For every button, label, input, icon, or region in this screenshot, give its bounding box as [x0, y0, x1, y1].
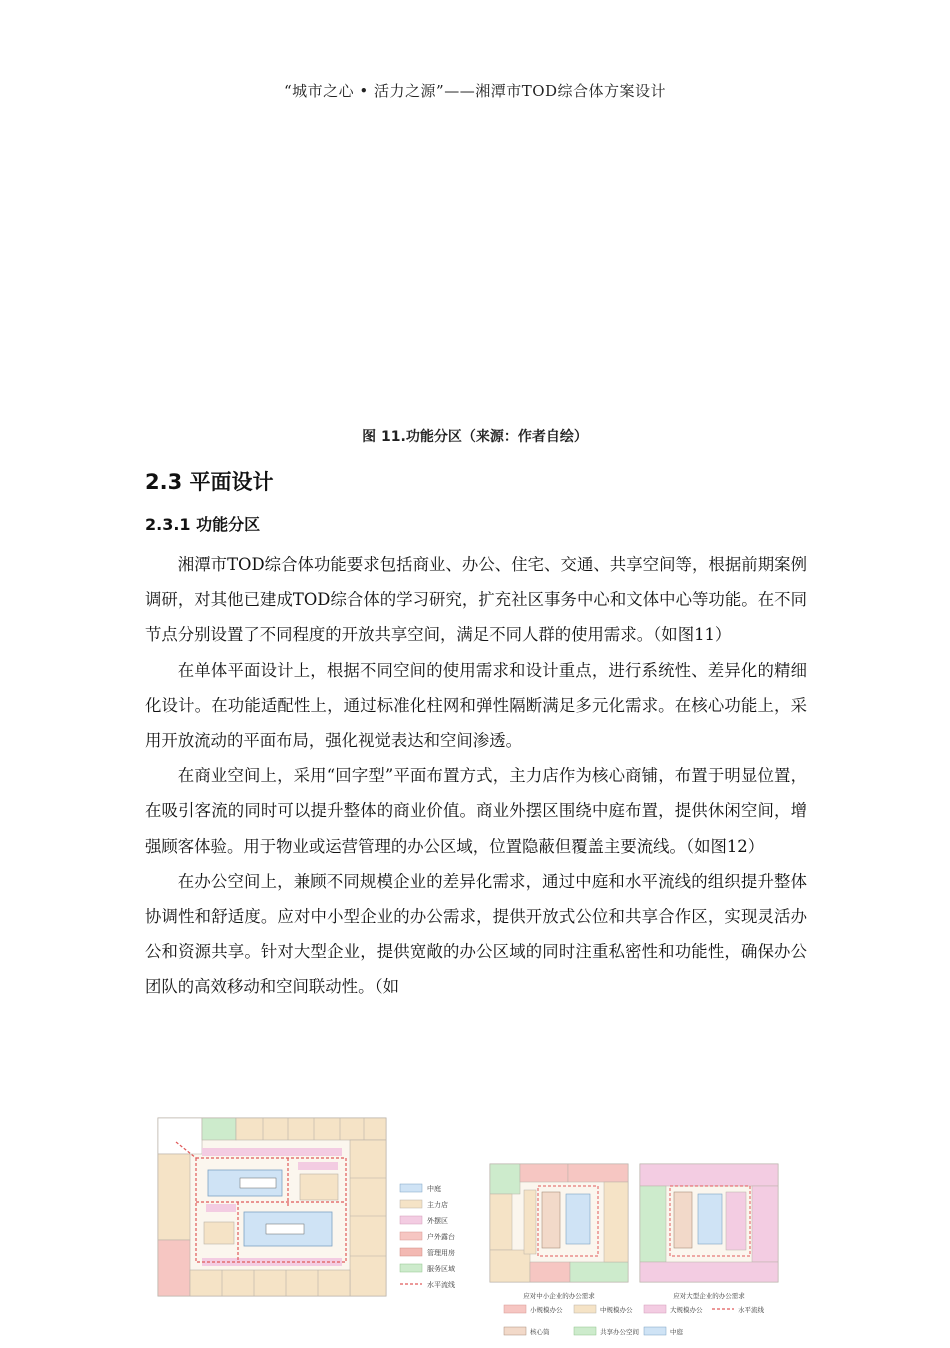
paragraph-4: 在办公空间上，兼顾不同规模企业的差异化需求，通过中庭和水平流线的组织提升整体协调性和舒适度。应对中小型企业的办公需求，提供开放式公位和共享合作区，实现灵活办公和资源共享。针对大型企业，提供宽敞的办公区域的同时注重私密性和功能性，确保办公团队的高效移动和空间联动性。（如 [145, 871, 807, 997]
legend-label-atrium: 中庭 [427, 1185, 441, 1193]
legend-swatch-outdoor-display [400, 1216, 422, 1224]
office-plan-sme-title: 应对中小企业的办公需求 [523, 1292, 595, 1300]
legend-label-management: 管理用房 [427, 1249, 455, 1257]
plan-stair-block [158, 1118, 202, 1154]
legend-label-outdoor-display: 外摆区 [427, 1217, 448, 1225]
office-floor-plans [486, 1158, 786, 1344]
legend-swatch-terrace [400, 1232, 422, 1240]
legend-label-shared-office: 共享办公空间 [600, 1328, 639, 1336]
legend-swatch-management [400, 1248, 422, 1256]
office-plan-large [640, 1164, 778, 1300]
paragraph-1: 湘潭市TOD综合体功能要求包括商业、办公、住宅、交通、共享空间等，根据前期案例调研，对其他已建成TOD综合体的学习研究，扩充社区事务中心和文体中心等功能。在不同节点分别设置了不同程度的开放共享空间，满足不同人群的使用需求。（如图11） [145, 555, 807, 645]
legend-swatch-service [400, 1264, 422, 1272]
office-floor-plans-figure [486, 1158, 786, 1344]
legend-label-medium-office: 中规模办公 [600, 1306, 633, 1314]
section-body [145, 547, 807, 1005]
office-plan-large-title: 应对大型企业的办公需求 [673, 1292, 745, 1300]
legend-swatch-small-office [504, 1305, 526, 1313]
legend-label-anchor: 主力店 [427, 1201, 448, 1209]
legend-label-circulation: 水平流线 [427, 1281, 455, 1289]
legend-swatch-medium-office [574, 1305, 596, 1313]
plan-service-block [202, 1118, 236, 1140]
legend-swatch-office-atrium [644, 1327, 666, 1335]
office-plan-sme [490, 1164, 628, 1300]
legend-swatch-atrium [400, 1184, 422, 1192]
legend-swatch-large-office [644, 1305, 666, 1313]
section-heading: 2.3 平面设计 [145, 470, 274, 494]
legend-label-terrace: 户外露台 [427, 1233, 455, 1241]
legend-label-small-office: 小规模办公 [530, 1306, 563, 1314]
paragraph-2: 在单体平面设计上，根据不同空间的使用需求和设计重点，进行系统性、差异化的精细化设计。在功能适配性上，通过标准化柱网和弹性隔断满足多元化需求。在核心功能上，采用开放流动的平面布局，强化视觉表达和空间渗透。 [145, 660, 807, 751]
legend-label-office-circulation: 水平流线 [738, 1306, 764, 1314]
running-header: “城市之心 • 活力之源”——湘潭市TOD综合体方案设计 [283, 82, 667, 100]
legend-label-office-atrium: 中庭 [670, 1328, 683, 1336]
commercial-floor-plan-figure [148, 1112, 470, 1302]
legend-label-service: 服务区域 [427, 1265, 455, 1273]
legend-swatch-shared-office [574, 1327, 596, 1335]
figure-11-caption: 图 11.功能分区（来源：作者自绘） [362, 429, 588, 445]
legend-swatch-anchor [400, 1200, 422, 1208]
legend-swatch-core [504, 1327, 526, 1335]
legend-label-core: 核心筒 [530, 1328, 550, 1336]
legend-label-large-office: 大规模办公 [670, 1306, 703, 1314]
commercial-floor-plan [148, 1112, 470, 1302]
subsection-heading: 2.3.1 功能分区 [145, 515, 261, 534]
paragraph-3: 在商业空间上，采用“回字型”平面布置方式，主力店作为核心商铺，布置于明显位置，在吸引客流的同时可以提升整体的商业价值。商业外摆区围绕中庭布置，提供休闲空间，增强顾客体验。用于物业或运营管理的办公区域，位置隐蔽但覆盖主要流线。（如图12） [145, 766, 807, 856]
